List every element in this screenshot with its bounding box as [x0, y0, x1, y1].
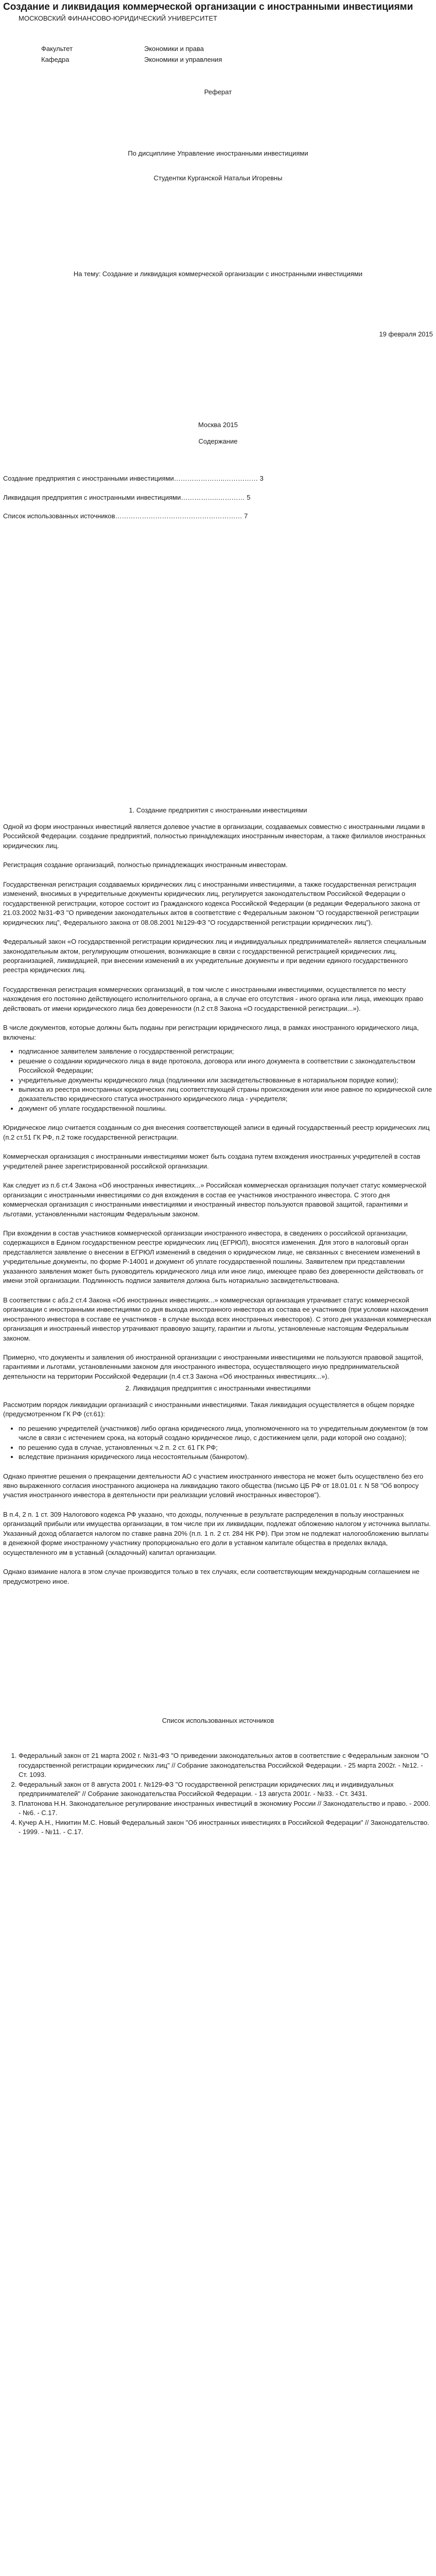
document-title: Создание и ликвидация коммерческой организации с иностранными инвестициями	[3, 2, 413, 12]
table-of-contents	[3, 474, 276, 521]
section1-heading: 1. Создание предприятия с иностранными инвестициями	[129, 806, 307, 814]
paragraph: Государственная регистрация коммерческих организаций, в том числе с иностранными инвестициями, осуществляется по месту нахождения его постоянно действующего исполнительного органа, а в случае его отсутствия - иного органа или лица, имеющих право действовать от имени юридического лица без доверенности (п.2 ст.8 Закона «О государственной регистрации...»).	[3, 985, 424, 1012]
paragraph: Коммерческая организация с иностранными инвестициями может быть создана путем вхождения иностранных учредителей в состав учредителей ранее зарегистрированной российской организации.	[3, 1153, 421, 1170]
paragraph: При вхождении в состав участников коммерческой организации иностранного инвестора, в сведениях о российской организации, содержащихся в Едином государственном реестре юридических лиц (ЕГРЮЛ), вносятся изменения. Для этого в налоговый орган представляется заявление о внесении в ЕГРЮЛ изменений в сведения о юридическом лице, не связанных с внесением изменений в учредительные документы, по форме Р-14001 и документ об уплате государственной пошлины. Заявителем при представлении указанного заявления может быть руководитель юридического лица или иное лицо, имеющее право без доверенности действовать от имени этой организации. Подлинность подписи заявителя должна быть нотариально засвидетельствована.	[3, 1229, 424, 1285]
document-date: 19 февраля 2015	[379, 330, 433, 338]
list-item: • документ об уплате государственной пошлины.	[19, 1104, 433, 1113]
source-item: 2. Федеральный закон от 8 августа 2001 г. №129-ФЗ "О государственной регистрации юридических лиц и индивидуальных предпринимателей" // Собрание законодательства Российской Федерации. - 13 августа 2001г. - №33. - Ст. 3431.	[19, 1780, 433, 1799]
section2-heading: 2. Ликвидация предприятия с иностранными инвестициями	[125, 1384, 311, 1393]
section1-body	[3, 822, 433, 1381]
toc-item: Список использованных источников………………………………………………… 7	[3, 512, 248, 520]
city-year: Москва 2015	[198, 421, 238, 429]
department-label: Кафедра	[41, 55, 69, 63]
document-page	[0, 1, 436, 1837]
section2-body	[3, 1400, 433, 1586]
paragraph: Однако принятие решения о прекращении деятельности АО с участием иностранного инвестора не может быть осуществлено без его явно выраженного согласия иностранного акционера на ликвидацию такого общества (письмо ЦБ РФ от 18.01.01 г. N 58 "Об вопросу участия иностранного инвестора в деятельности при реализации условий иностранных инвесторов").	[3, 1472, 424, 1499]
paragraph: В соответствии с абз.2 ст.4 Закона «Об иностранных инвестициях...» коммерческая организация утрачивает статус коммерческой организации с иностранными инвестициями со дня выхода иностранного инвестора из состава ее участников (при условии нахождения иностранного инвестора в составе ее участников - в случае выхода всех иностранных инвесторов). С этого дня указанная коммерческая организация и иностранный инвестор утрачивают правовую защиту, гарантии и льготы, установленные настоящим Федеральным законом.	[3, 1296, 431, 1342]
student-name: Студентки Курганской Натальи Игоревны	[153, 174, 283, 182]
paragraph: Примерно, что документы и заявления об иностранной организации с иностранными инвестициями не пользуются правовой защитой, гарантиями и льготами, установленными законом для иностранного инвестора, осуществляющего иную предпринимательской деятельности на территории Российской Федерации (п.4 ст.3 Закона «Об иностранных инвестициях...»).	[3, 1353, 424, 1380]
paragraph: Как следует из п.6 ст.4 Закона «Об иностранных инвестициях...» Российская коммерческая организация получает статус коммерческой организации с иностранными инвестициями со дня вхождения в состав ее участников иностранного инвестора. С этого дня коммерческая организация с иностранными инвестициями и иностранный инвестор пользуются правовой защитой, гарантиями и льготами, установленными настоящим Федеральным законом.	[3, 1181, 427, 1218]
sources-heading: Список использованных источников	[162, 1717, 274, 1725]
paragraph: Однако взимание налога в этом случае производится только в тех случаях, если соответствующим международным соглашением не предусмотрено иное.	[3, 1568, 420, 1585]
topic: На тему: Создание и ликвидация коммерческой организации с иностранными инвестициями	[73, 270, 363, 278]
paragraph: Рассмотрим порядок ликвидации организаций с иностранными инвестициями. Такая ликвидация осуществляется в общем порядке (предусмотренном ГК РФ (ст.61):	[3, 1400, 415, 1418]
source-item: 1. Федеральный закон от 21 марта 2002 г. №31-ФЗ "О приведении законодательных актов в соответствие с Федеральным законом "О государственной регистрации юридических лиц" // Собрание законодательства Российской Федерации. - 25 марта 2002г. - №12. - Ст. 1093.	[19, 1751, 433, 1780]
paragraph: Федеральный закон «О государственной регистрации юридических лиц и индивидуальных предпринимателей» является специальным законодательным актом, регулирующим отношения, возникающие в связи с государственной регистрацией юридических лиц, реорганизацией, ликвидацией, при внесении изменений в их учредительные документы и при ведении единого государственного реестра юридических лиц.	[3, 938, 426, 974]
list-item: • подписанное заявителем заявление о государственной регистрации;	[19, 1047, 433, 1056]
source-item: 3. Платонова Н.Н. Законодательное регулирование иностранных инвестиций в экономику России // Законодательство и право. - 2000. - №6. - С.17.	[19, 1799, 433, 1818]
liquidation-grounds-list	[3, 1424, 433, 1462]
paragraph: В п.4, 2 п. 1 ст. 309 Налогового кодекса РФ указано, что доходы, полученные в результате распределения в пользу иностранных организаций прибыли или имущества организации, в том числе при их ликвидации, подлежат обложению налогом у источника выплаты. Указанный доход облагается налогом по ставке равна 20% (п.п. 1 п. 2 ст. 284 НК РФ). При этом не подлежат налогообложению выплаты в денежной форме иностранному участнику пропорционально его доли в уставном капитале общества в пределах вклада, осуществленного им в уставный (складочный) капитал организации.	[3, 1510, 431, 1556]
title-info-table	[41, 44, 222, 65]
faculty-value: Экономики и права	[144, 45, 204, 53]
list-item: • по решению суда в случае, установленных ч.2 п. 2 ст. 61 ГК РФ;	[19, 1443, 433, 1452]
contents-heading: Содержание	[198, 437, 238, 445]
list-item: • по решению учредителей (участников) либо органа юридического лица, уполномоченного на то учредительным документом (в том числе в связи с истечением срока, на который создано юридическое лицо, с достижением цели, ради которой оно создано);	[19, 1424, 433, 1443]
discipline: По дисциплине Управление иностранными инвестициями	[128, 149, 308, 157]
toc-item: Создание предприятия с иностранными инвестициями…………………..…………… 3	[3, 474, 264, 483]
university-name: МОСКОВСКИЙ ФИНАНСОВО-ЮРИДИЧЕСКИЙ УНИВЕРСИТЕТ	[19, 14, 217, 22]
required-documents-list	[3, 1047, 433, 1113]
list-item: • выписка из реестра иностранных юридических лиц соответствующей страны происхождения или иное равное по юридической силе доказательство юридического статуса иностранного юридического лица - учредителя;	[19, 1085, 433, 1104]
paragraph: В числе документов, которые должны быть поданы при регистрации юридического лица, в рамках иностранного юридического лица, включены:	[3, 1024, 419, 1041]
list-item: • решение о создании юридического лица в виде протокола, договора или иного документа в соответствии с законодательством Российской Федерации;	[19, 1057, 433, 1076]
paragraph: Одной из форм иностранных инвестиций является долевое участие в организации, создаваемых совместно с иностранными лицами в Российской Федерации. создание предприятий, полностью принадлежащих иностранным инвесторам, а также филиалов иностранных юридических лиц.	[3, 823, 426, 850]
list-item: • вследствие признания юридического лица несостоятельным (банкротом).	[19, 1452, 433, 1462]
faculty-label: Факультет	[41, 45, 73, 53]
paragraph: Регистрация создание организаций, полностью принадлежащих иностранным инвесторам.	[3, 861, 288, 869]
list-item: • учредительные документы юридического лица (подлинники или засвидетельствованные в нотариальном порядке копии);	[19, 1076, 433, 1085]
paragraph: Юридическое лицо считается созданным со дня внесения соответствующей записи в единый государственный реестр юридических лиц (п.2 ст.51 ГК РФ, п.2 тоже государственной регистрации.	[3, 1124, 430, 1141]
department-value: Экономики и управления	[144, 55, 222, 63]
source-item: 4. Кучер А.Н., Никитин М.С. Новый Федеральный закон "Об иностранных инвестициях в Российской Федерации" // Законодательство. - 1999. - №11. - С.17.	[19, 1818, 433, 1837]
work-type: Реферат	[204, 88, 232, 96]
sources-list	[3, 1751, 433, 1837]
paragraph: Государственная регистрация создаваемых юридических лиц с иностранными инвестициями, а также государственная регистрация изменений, вносимых в учредительные документы юридических лиц, регулируется законодательством Российской Федерации о государственной регистрации, которое состоит из Гражданского кодекса Российской Федерации (в редакции Федерального закона от 21.03.2002 №31-ФЗ "О приведении законодательных актов в соответствие с Федеральным законом "О государственной регистрации юридических лиц", Федерального закона от 08.08.2001 №129-ФЗ "О государственной регистрации юридических лиц").	[3, 880, 421, 926]
toc-item: Ликвидация предприятия с иностранными инвестициями……………..………… 5	[3, 493, 251, 501]
